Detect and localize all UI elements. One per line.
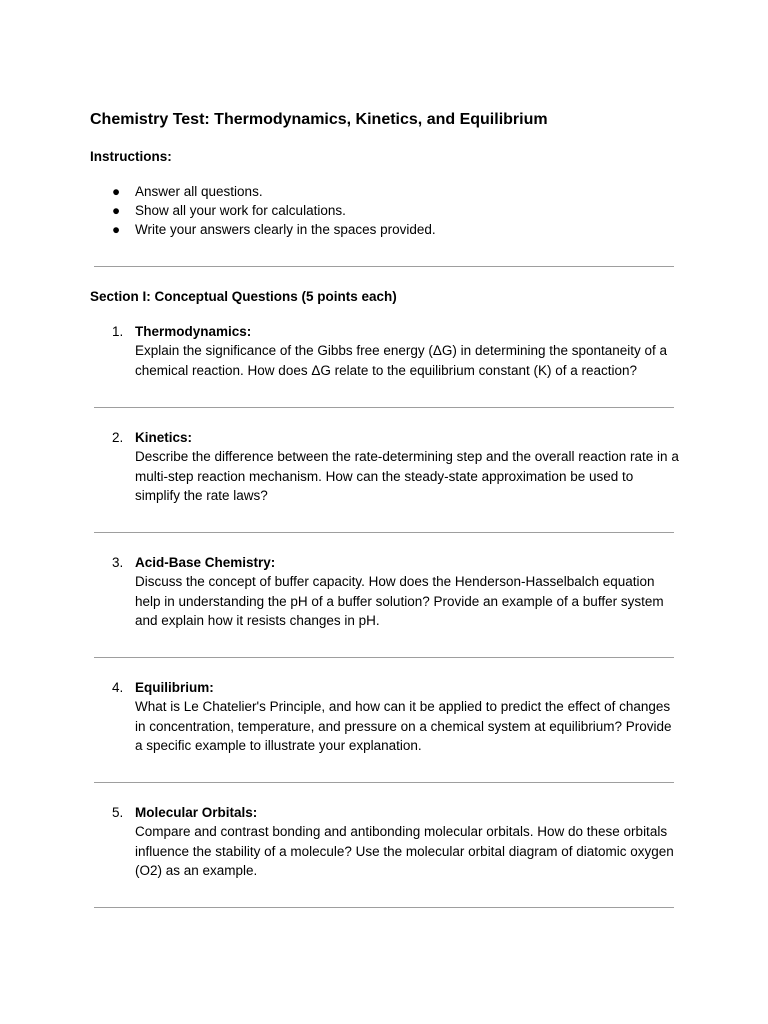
- question-text: What is Le Chatelier's Principle, and how can it be applied to predict the effect of changes in concentration, temperature, and pressure on a chemical system at equilibrium? Provide a specific example to illustrate your explanation.: [135, 699, 672, 753]
- question-number: 1.: [112, 324, 124, 339]
- divider: [94, 532, 674, 533]
- instructions-list: [90, 182, 436, 239]
- question-number: 3.: [112, 555, 124, 570]
- bullet-icon: ●: [112, 203, 121, 218]
- divider: [94, 657, 674, 658]
- instruction-text: Write your answers clearly in the spaces provided.: [135, 222, 436, 237]
- question-item: [90, 428, 680, 505]
- question-text: Describe the difference between the rate-determining step and the overall reaction rate in a multi-step reaction mechanism. How can the steady-state approximation be used to simplify the rate laws?: [135, 449, 679, 503]
- question-title: Acid-Base Chemistry:: [135, 555, 276, 570]
- list-item: [90, 220, 436, 239]
- question-title: Kinetics:: [135, 430, 193, 445]
- question-item: [90, 803, 680, 880]
- question-item: [90, 322, 680, 380]
- question-number: 5.: [112, 805, 124, 820]
- instructions-heading: Instructions:: [90, 149, 172, 164]
- question-item: [90, 553, 680, 630]
- question-number: 2.: [112, 430, 124, 445]
- divider: [94, 407, 674, 408]
- question-number: 4.: [112, 680, 124, 695]
- question-title: Equilibrium:: [135, 680, 214, 695]
- bullet-icon: ●: [112, 184, 121, 199]
- bullet-icon: ●: [112, 222, 121, 237]
- list-item: [90, 201, 436, 220]
- section-heading: Section I: Conceptual Questions (5 points each): [90, 289, 397, 304]
- question-text: Discuss the concept of buffer capacity. How does the Henderson-Hasselbalch equation help in understanding the pH of a buffer solution? Provide an example of a buffer system and explain how it resists changes in pH.: [135, 574, 664, 628]
- instruction-text: Show all your work for calculations.: [135, 203, 346, 218]
- divider: [94, 907, 674, 908]
- question-title: Thermodynamics:: [135, 324, 252, 339]
- divider: [94, 782, 674, 783]
- question-item: [90, 678, 680, 755]
- question-text: Compare and contrast bonding and antibonding molecular orbitals. How do these orbitals influence the stability of a molecule? Use the molecular orbital diagram of diatomic oxygen (O2) as an example.: [135, 824, 674, 878]
- list-item: [90, 182, 436, 201]
- instruction-text: Answer all questions.: [135, 184, 263, 199]
- page-title: Chemistry Test: Thermodynamics, Kinetics, and Equilibrium: [90, 111, 548, 128]
- divider: [94, 266, 674, 267]
- question-text: Explain the significance of the Gibbs free energy (ΔG) in determining the spontaneity of a chemical reaction. How does ΔG relate to the equilibrium constant (K) of a reaction?: [135, 343, 668, 378]
- question-title: Molecular Orbitals:: [135, 805, 258, 820]
